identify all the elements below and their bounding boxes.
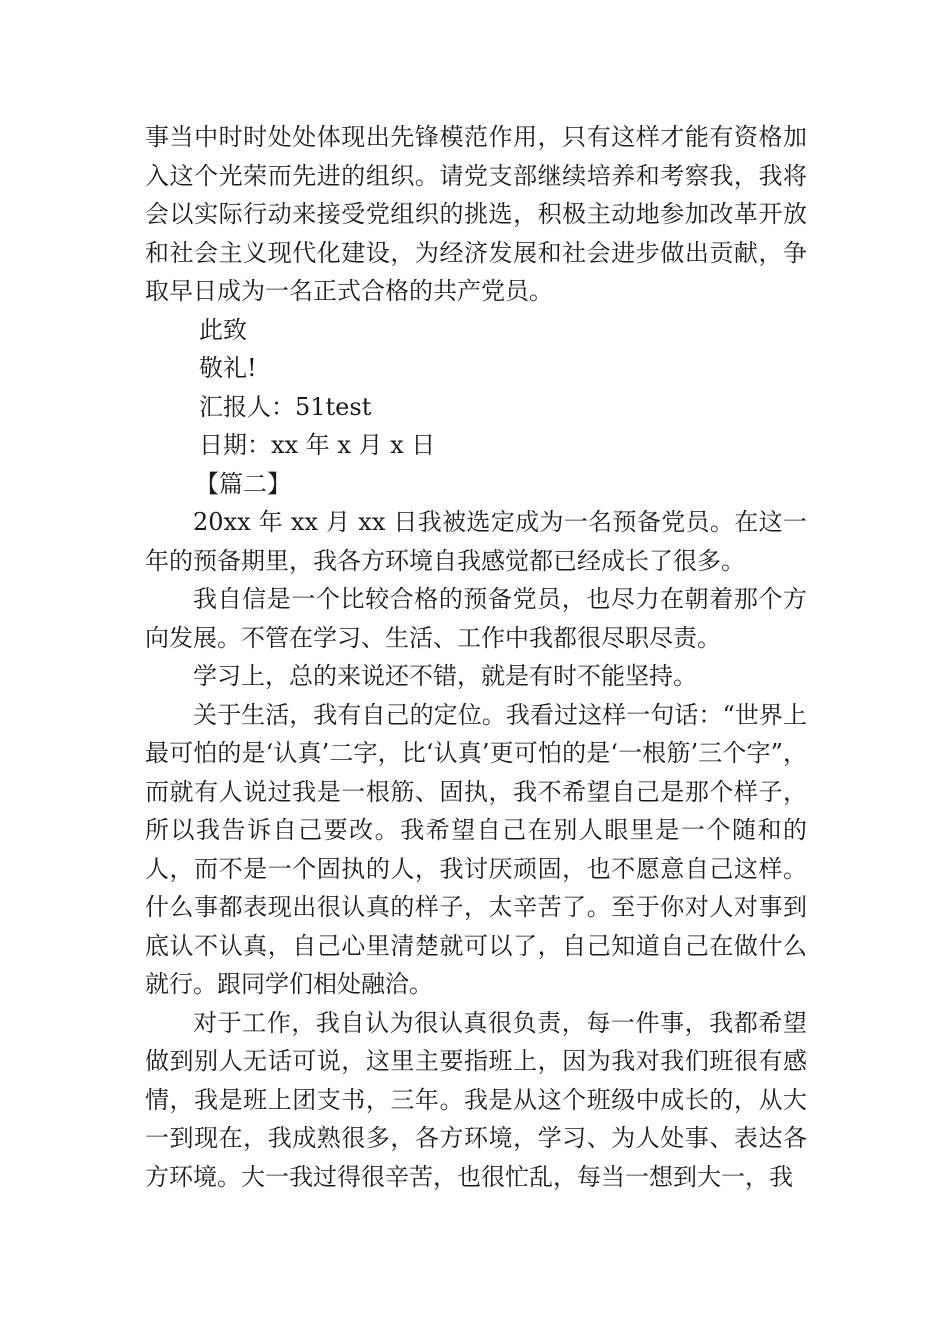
body-paragraph-3: 学习上，总的来说还不错，就是有时不能坚持。 (193, 662, 697, 690)
body-paragraph-4: 关于生活，我有自己的定位。我看过这样一句话：“世界上最可怕的是‘认真’二字，比‘认真’更可怕的是‘一根筋’三个字”，而就有人说过我是一根筋、固执，我不希望自己是那个样子，所以我告诉自己要改。我希望自己在别人眼里是一个随和的人，而不是一个固执的人，我讨厌顽固，也不愿意自己这样。什么事都表现出很认真的样子，太辛苦了。至于你对人对事到底认不认真，自己心里清楚就可以了，自己知道自己在做什么就行。跟同学们相处融洽。 (145, 700, 807, 998)
body-paragraph-5: 对于工作，我自认为很认真很负责，每一件事，我都希望做到别人无话可说，这里主要指班上，因为我对我们班很有感情，我是班上团支书，三年。我是从这个班级中成长的，从大一到现在，我成熟很多，各方环境，学习、为人处事、表达各方环境。大一我过得很辛苦，也很忙乱，每当一想到大一，我 (145, 1008, 807, 1191)
date-line: 日期：xx 年 x 月 x 日 (199, 431, 436, 459)
document-page (145, 118, 807, 1196)
body-paragraph-1: 20xx 年 xx 月 xx 日我被选定成为一名预备党员。在这一年的预备期里，我各方环境自我感觉都已经成长了很多。 (145, 508, 807, 575)
section-heading: 【篇二】 (195, 469, 291, 498)
reporter-line: 汇报人：51test (199, 392, 372, 421)
continued-paragraph: 事当中时时处处体现出先锋模范作用，只有这样才能有资格加入这个光荣而先进的组织。请党支部继续培养和考察我，我将会以实际行动来接受党组织的挑选，积极主动地参加改革开放和社会主义现代化建设，为经济发展和社会进步做出贡献，争取早日成为一名正式合格的共产党员。 (145, 123, 807, 305)
closing-respect: 敬礼! (199, 354, 257, 382)
closing-salutation: 此致 (199, 315, 247, 344)
body-paragraph-2: 我自信是一个比较合格的预备党员，也尽力在朝着那个方向发展。不管在学习、生活、工作中我都很尽职尽责。 (145, 585, 807, 652)
